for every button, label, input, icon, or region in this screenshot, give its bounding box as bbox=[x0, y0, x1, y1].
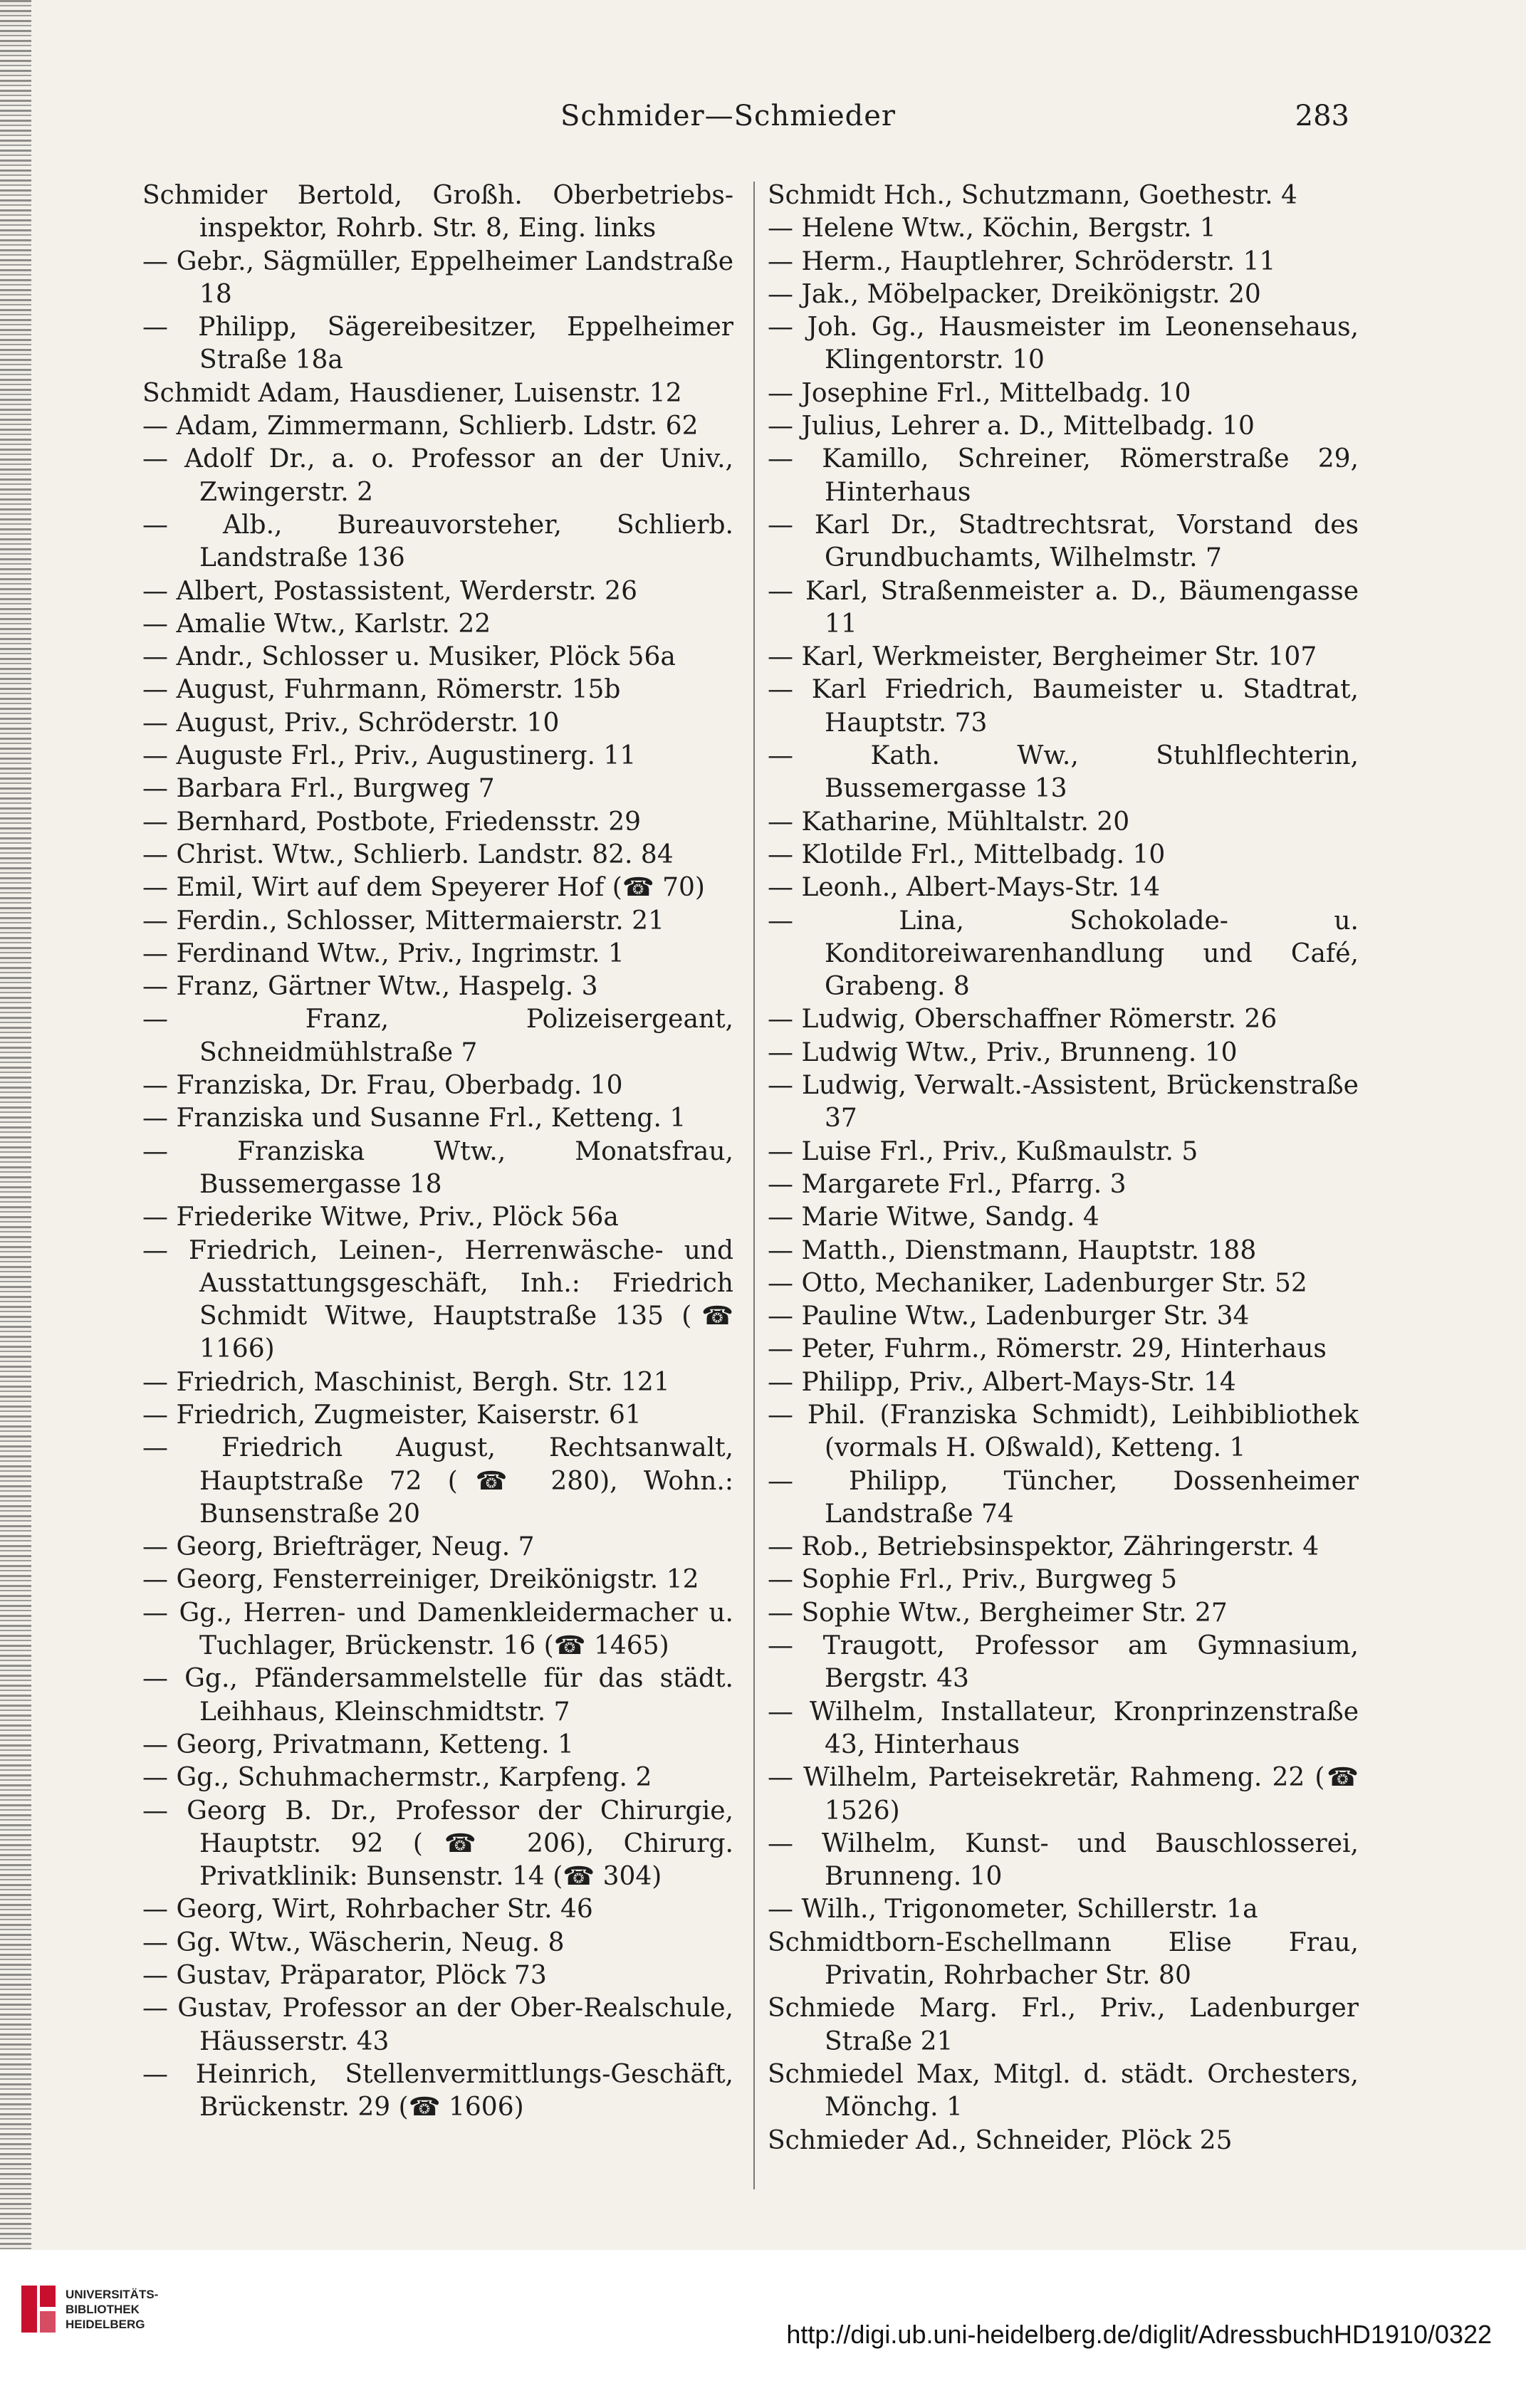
directory-entry: — Philipp, Priv., Albert-Mays-Str. 14 bbox=[768, 1367, 1236, 1397]
directory-entry: — Otto, Mechaniker, Ladenburger Str. 52 bbox=[768, 1268, 1307, 1298]
directory-entry: — Franziska und Susanne Frl., Ketteng. 1 bbox=[142, 1104, 686, 1134]
directory-entry: — Peter, Fuhrm., Römerstr. 29, Hinterhaus bbox=[768, 1334, 1327, 1364]
directory-entry: Schmidt Hch., Schutzmann, Goethestr. 4 bbox=[768, 181, 1297, 210]
directory-entry: — August, Fuhrmann, Römerstr. 15b bbox=[142, 675, 621, 705]
column-divider bbox=[753, 182, 755, 2189]
directory-entry: — Adolf Dr., a. o. Professor an der Univ., Zwingerstr. 2 bbox=[142, 444, 733, 507]
directory-entry: — Traugott, Professor am Gymnasium, Bergstr. 43 bbox=[768, 1631, 1359, 1694]
directory-entry: — Karl, Werkmeister, Bergheimer Str. 107 bbox=[768, 642, 1317, 672]
directory-entry: — Rob., Betriebsinspektor, Zähringerstr. 4 bbox=[768, 1532, 1319, 1562]
directory-entry: — Philipp, Sägereibesitzer, Eppelheimer Straße 18a bbox=[142, 313, 733, 375]
directory-entry: — Josephine Frl., Mittelbadg. 10 bbox=[768, 378, 1191, 408]
directory-entry: — Wilhelm, Parteisekretär, Rahmeng. 22 (☎ 1526) bbox=[768, 1763, 1359, 1826]
right-column bbox=[768, 179, 1359, 2157]
directory-entry: — Phil. (Franziska Schmidt), Leihbibliothek (vormals H. Oßwald), Ketteng. 1 bbox=[768, 1400, 1359, 1463]
library-logo[interactable] bbox=[20, 2278, 169, 2364]
directory-entry: — Franziska Wtw., Monatsfrau, Bussemergasse 18 bbox=[142, 1136, 733, 1199]
directory-entry: — Franziska, Dr. Frau, Oberbadg. 10 bbox=[142, 1071, 623, 1101]
directory-entry: — Auguste Frl., Priv., Augustinerg. 11 bbox=[142, 741, 637, 771]
directory-entry: — Gg., Herren- und Damenkleidermacher u. Tuchlager, Brückenstr. 16 (☎ 1465) bbox=[142, 1598, 733, 1661]
directory-entry: — Marie Witwe, Sandg. 4 bbox=[768, 1203, 1099, 1232]
directory-entry: — Friedrich August, Rechtsanwalt, Hauptstraße 72 (☎ 280), Wohn.: Bunsenstraße 20 bbox=[142, 1433, 733, 1529]
directory-entry: — Wilhelm, Kunst- und Bauschlosserei, Brunneng. 10 bbox=[768, 1828, 1359, 1892]
scan-edge-strip bbox=[0, 0, 31, 2408]
directory-entry: — August, Priv., Schröderstr. 10 bbox=[142, 708, 560, 738]
directory-entry: — Friedrich, Maschinist, Bergh. Str. 121 bbox=[142, 1367, 670, 1397]
directory-entry: — Georg, Privatmann, Ketteng. 1 bbox=[142, 1729, 574, 1759]
directory-entry: — Wilhelm, Installateur, Kronprinzenstraße 43, Hinterhaus bbox=[768, 1697, 1359, 1759]
directory-entry: — Gg. Wtw., Wäscherin, Neug. 8 bbox=[142, 1927, 565, 1957]
directory-entry: — Helene Wtw., Köchin, Bergstr. 1 bbox=[768, 214, 1216, 244]
directory-entry: Schmiedel Max, Mitgl. d. städt. Orchesters, Mönchg. 1 bbox=[768, 2059, 1359, 2122]
directory-entry: — Albert, Postassistent, Werderstr. 26 bbox=[142, 576, 637, 606]
library-name: UNIVERSITÄTS- BIBLIOTHEK HEIDELBERG bbox=[66, 2288, 159, 2331]
directory-entry: — Karl Dr., Stadtrechtsrat, Vorstand des Grundbuchamts, Wilhelmstr. 7 bbox=[768, 510, 1359, 573]
directory-entry: — Amalie Wtw., Karlstr. 22 bbox=[142, 609, 491, 639]
directory-entry: — Jak., Möbelpacker, Dreikönigstr. 20 bbox=[768, 279, 1261, 309]
directory-entry: — Leonh., Albert-Mays-Str. 14 bbox=[768, 873, 1161, 903]
directory-entry: — Herm., Hauptlehrer, Schröderstr. 11 bbox=[768, 246, 1276, 276]
directory-entry: — Georg B. Dr., Professor der Chirurgie, Hauptstr. 92 (☎ 206), Chirurg. Privatklinik: Bunsenstr. 14 (☎ 304) bbox=[142, 1796, 733, 1892]
directory-entry: — Friedrich, Zugmeister, Kaiserstr. 61 bbox=[142, 1400, 642, 1430]
directory-entry: — Bernhard, Postbote, Friedensstr. 29 bbox=[142, 807, 642, 837]
directory-entry: — Katharine, Mühltalstr. 20 bbox=[768, 807, 1130, 837]
directory-entry: — Karl, Straßenmeister a. D., Bäumengasse 11 bbox=[768, 576, 1359, 639]
directory-entry: — Wilh., Trigonometer, Schillerstr. 1a bbox=[768, 1895, 1258, 1925]
directory-entry: — Sophie Wtw., Bergheimer Str. 27 bbox=[768, 1598, 1228, 1628]
directory-entry: — Ludwig, Oberschaffner Römerstr. 26 bbox=[768, 1005, 1277, 1035]
directory-entry: Schmider Bertold, Großh. Oberbetriebs-inspektor, Rohrb. Str. 8, Eing. links bbox=[142, 181, 733, 244]
directory-entry: Schmiede Marg. Frl., Priv., Ladenburger Straße 21 bbox=[768, 1994, 1359, 2056]
running-title: Schmider—Schmieder bbox=[560, 100, 897, 132]
left-column bbox=[142, 179, 733, 2125]
directory-entry: — Alb., Bureauvorsteher, Schlierb. Landstraße 136 bbox=[142, 510, 733, 573]
directory-entry: — Barbara Frl., Burgweg 7 bbox=[142, 774, 495, 804]
library-seal-icon bbox=[20, 2284, 57, 2334]
directory-entry: — Ludwig, Verwalt.-Assistent, Brückenstraße 37 bbox=[768, 1071, 1359, 1134]
directory-entry: — Franz, Gärtner Wtw., Haspelg. 3 bbox=[142, 972, 598, 1002]
directory-entry: Schmidtborn-Eschellmann Elise Frau, Privatin, Rohrbacher Str. 80 bbox=[768, 1927, 1359, 1991]
directory-entry: — Ludwig Wtw., Priv., Brunneng. 10 bbox=[768, 1037, 1238, 1067]
directory-entry: — Friedrich, Leinen-, Herrenwäsche- und Ausstattungsgeschäft, Inh.: Friedrich Schmidt Witwe, Hauptstraße 135 (☎ 1166) bbox=[142, 1235, 733, 1364]
directory-entry: — Adam, Zimmermann, Schlierb. Ldstr. 62 bbox=[142, 412, 699, 441]
directory-entry: — Andr., Schlosser u. Musiker, Plöck 56a bbox=[142, 642, 676, 672]
directory-entry: — Matth., Dienstmann, Hauptstr. 188 bbox=[768, 1235, 1257, 1265]
directory-entry: — Luise Frl., Priv., Kußmaulstr. 5 bbox=[768, 1136, 1198, 1166]
directory-entry: — Klotilde Frl., Mittelbadg. 10 bbox=[768, 839, 1166, 869]
directory-entry: — Sophie Frl., Priv., Burgweg 5 bbox=[768, 1565, 1178, 1595]
directory-entry: — Gustav, Präparator, Plöck 73 bbox=[142, 1961, 547, 1991]
directory-entry: — Julius, Lehrer a. D., Mittelbadg. 10 bbox=[768, 412, 1255, 441]
page-header bbox=[107, 100, 1349, 142]
source-url[interactable]: http://digi.ub.uni-heidelberg.de/diglit/AdressbuchHD1910/0322 bbox=[786, 2320, 1492, 2349]
directory-entry: — Philipp, Tüncher, Dossenheimer Landstraße 74 bbox=[768, 1466, 1359, 1529]
directory-entry: — Gustav, Professor an der Ober-Realschule, Häusserstr. 43 bbox=[142, 1994, 733, 2056]
directory-entry: Schmieder Ad., Schneider, Plöck 25 bbox=[768, 2125, 1233, 2155]
directory-entry: — Lina, Schokolade- u. Konditoreiwarenhandlung und Café, Grabeng. 8 bbox=[768, 906, 1359, 1002]
directory-entry: — Karl Friedrich, Baumeister u. Stadtrat, Hauptstr. 73 bbox=[768, 675, 1359, 738]
directory-entry: — Gg., Pfändersammelstelle für das städt. Leihhaus, Kleinschmidtstr. 7 bbox=[142, 1664, 733, 1727]
directory-entry: — Friederike Witwe, Priv., Plöck 56a bbox=[142, 1203, 619, 1232]
directory-entry: — Georg, Fensterreiniger, Dreikönigstr. 12 bbox=[142, 1565, 699, 1595]
directory-entry: — Franz, Polizeisergeant, Schneidmühlstraße 7 bbox=[142, 1005, 733, 1067]
directory-entry: — Pauline Wtw., Ladenburger Str. 34 bbox=[768, 1302, 1250, 1331]
directory-entry: — Ferdin., Schlosser, Mittermaierstr. 21 bbox=[142, 906, 664, 936]
directory-entry: — Georg, Briefträger, Neug. 7 bbox=[142, 1532, 535, 1562]
directory-entry: — Gebr., Sägmüller, Eppelheimer Landstraße 18 bbox=[142, 246, 733, 309]
directory-entry: — Gg., Schuhmachermstr., Karpfeng. 2 bbox=[142, 1763, 652, 1793]
directory-entry: — Joh. Gg., Hausmeister im Leonensehaus, Klingentorstr. 10 bbox=[768, 313, 1359, 375]
directory-entry: — Heinrich, Stellenvermittlungs-Geschäft, Brückenstr. 29 (☎ 1606) bbox=[142, 2059, 733, 2122]
directory-entry: — Kath. Ww., Stuhlflechterin, Bussemergasse 13 bbox=[768, 741, 1359, 804]
directory-entry: — Christ. Wtw., Schlierb. Landstr. 82. 84 bbox=[142, 839, 674, 869]
page-number: 283 bbox=[1295, 100, 1349, 132]
directory-entry: — Georg, Wirt, Rohrbacher Str. 46 bbox=[142, 1895, 593, 1925]
directory-entry: Schmidt Adam, Hausdiener, Luisenstr. 12 bbox=[142, 378, 682, 408]
directory-entry: — Margarete Frl., Pfarrg. 3 bbox=[768, 1169, 1127, 1199]
directory-entry: — Kamillo, Schreiner, Römerstraße 29, Hinterhaus bbox=[768, 444, 1359, 507]
directory-entry: — Ferdinand Wtw., Priv., Ingrimstr. 1 bbox=[142, 938, 624, 968]
directory-entry: — Emil, Wirt auf dem Speyerer Hof (☎ 70) bbox=[142, 873, 705, 903]
